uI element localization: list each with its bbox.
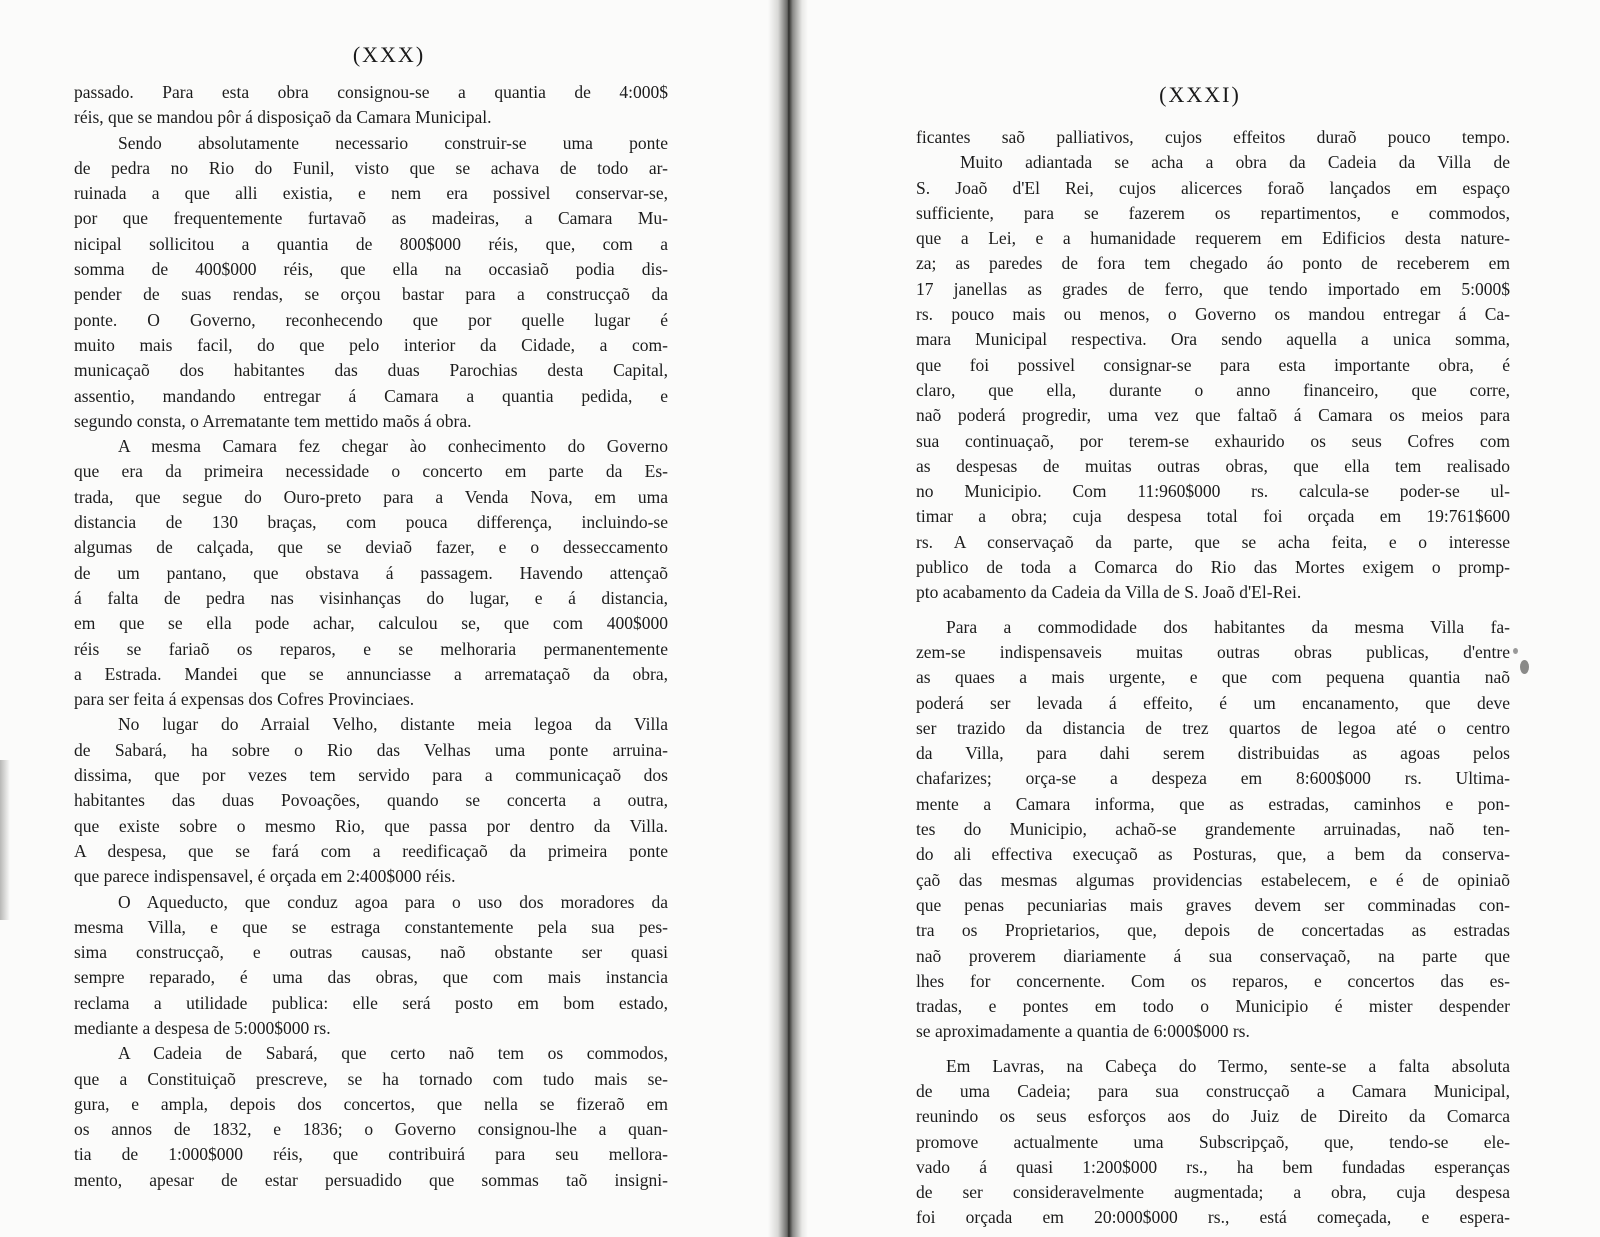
left-page-text bbox=[74, 80, 668, 1193]
text-line: A Cadeia de Sabará, que certo naõ tem os commodos, bbox=[118, 1043, 668, 1064]
text-line: rs. A conservaçaõ da parte, que se acha feita, e o interesse bbox=[916, 531, 1510, 552]
text-line: vado á quasi 1:200$000 rs., ha bem fundadas esperanças bbox=[916, 1156, 1510, 1177]
scan-speck bbox=[1520, 660, 1529, 674]
text-line: do ali effectiva execuçaõ as Posturas, que, a bem da conserva- bbox=[916, 844, 1510, 865]
text-line: sima construcçaõ, e outras causas, naõ obstante ser quasi bbox=[74, 942, 668, 963]
text-line: rs. pouco mais ou menos, o Governo os mandou entregar á Ca- bbox=[916, 304, 1510, 325]
text-line: promove actualmente uma Subscripçaõ, que, tendo-se ele- bbox=[916, 1131, 1510, 1152]
text-line: tia de 1:000$000 réis, que contribuirá para seu mellora- bbox=[74, 1144, 668, 1165]
text-line: reclama a utilidade publica: elle será posto em bom estado, bbox=[74, 992, 668, 1013]
text-line: segundo consta, o Arrematante tem mettido maõs á obra. bbox=[74, 410, 472, 431]
text-line: naõ proverem diariamente á sua conservaçaõ, na parte que bbox=[916, 945, 1510, 966]
text-line: foi orçada em 20:000$000 rs., está começada, e espera- bbox=[916, 1207, 1510, 1228]
page-number-left: (XXX) bbox=[352, 42, 426, 67]
text-line: sufficiente, para se fazerem os repartimentos, e commodos, bbox=[916, 202, 1510, 223]
text-line: que a Lei, e a humanidade requerem em Edificios desta nature- bbox=[916, 228, 1510, 249]
text-line: que foi possivel consignar-se para esta importante obra, é bbox=[916, 354, 1510, 375]
text-line: dissima, que por vezes tem servido para a communicaçaõ dos bbox=[74, 765, 668, 786]
text-line: mesma Villa, e que se estraga constantemente pela sua pes- bbox=[74, 916, 668, 937]
text-line: Em Lavras, na Cabeça do Termo, sente-se a falta absoluta bbox=[946, 1055, 1510, 1076]
text-line: assentio, mandando entregar á Camara a quantia pedida, e bbox=[74, 385, 668, 406]
text-line: as despesas de muitas outras obras, que ella tem realisado bbox=[916, 455, 1510, 476]
text-line: mediante a despesa de 5:000$000 rs. bbox=[74, 1017, 331, 1038]
text-line: que a Constituiçaõ prescreve, se ha tornado com tudo mais se- bbox=[74, 1068, 668, 1089]
text-line: habitantes das duas Povoações, quando se concerta a outra, bbox=[74, 790, 668, 811]
text-line: mento, apesar de estar persuadido que sommas taõ insigni- bbox=[74, 1169, 668, 1190]
text-line: ser trazido da distancia de trez quartos de legoa até o centro bbox=[916, 717, 1510, 738]
text-line: zem-se indispensaveis muitas outras obras publicas, d'entre bbox=[916, 641, 1510, 662]
text-line: poderá ser levada á effeito, é um encanamento, que deve bbox=[916, 692, 1510, 713]
text-line: tes do Municipio, achaõ-se grandemente arruinadas, naõ ten- bbox=[916, 819, 1510, 840]
text-line: No lugar do Arraial Velho, distante meia legoa da Villa bbox=[118, 714, 668, 735]
text-line: O Aqueducto, que conduz agoa para o uso dos moradores da bbox=[118, 891, 668, 912]
text-line: que penas pecuniarias mais graves devem ser comminadas con- bbox=[916, 894, 1510, 915]
text-line: os annos de 1832, e 1836; o Governo consignou-lhe a quan- bbox=[74, 1119, 668, 1140]
text-line: as quaes a mais urgente, e que com pequena quantia naõ bbox=[916, 667, 1510, 688]
text-line: pender de suas rendas, se orçou bastar para a construcçaõ da bbox=[74, 284, 668, 305]
text-line: somma de 400$000 réis, que ella na occasiaõ podia dis- bbox=[74, 259, 668, 280]
text-line: de Sabará, ha sobre o Rio das Velhas uma ponte arruina- bbox=[74, 739, 668, 760]
text-line: sua continuaçaõ, por terem-se exhaurido os seus Cofres com bbox=[916, 430, 1510, 451]
text-line: A despesa, que se fará com a reedificaçaõ da primeira ponte bbox=[74, 840, 668, 861]
text-line: passado. Para esta obra consignou-se a quantia de 4:000$ bbox=[74, 82, 668, 102]
text-line: naõ poderá progredir, uma vez que faltaõ á Camara os meios para bbox=[916, 405, 1510, 426]
text-line: Muito adiantada se acha a obra da Cadeia da Villa de bbox=[960, 152, 1510, 173]
text-line: de uma Cadeia; para sua construcçaõ a Camara Municipal, bbox=[916, 1080, 1510, 1101]
text-line: pto acabamento da Cadeia da Villa de S. Joaõ d'El-Rei. bbox=[916, 582, 1302, 603]
text-line: tradas, e pontes em todo o Municipio é mister despender bbox=[916, 996, 1510, 1017]
text-line: por que frequentemente furtavaõ as madeiras, a Camara Mu- bbox=[74, 208, 668, 229]
text-line: a Estrada. Mandei que se annunciasse a arremataçaõ da obra, bbox=[74, 663, 668, 684]
text-line: para ser feita á expensas dos Cofres Provinciaes. bbox=[74, 689, 415, 710]
text-line: no Municipio. Com 11:960$000 rs. calcula-se poder-se ul- bbox=[916, 481, 1510, 502]
text-line: trada, que segue do Ouro-preto para a Venda Nova, em uma bbox=[74, 486, 668, 507]
text-line: S. Joaõ d'El Rei, cujos alicerces foraõ lançados em espaço bbox=[916, 177, 1510, 198]
text-line: que parece indispensavel, é orçada em 2:400$000 réis. bbox=[74, 866, 456, 887]
text-line: se aproximadamente a quantia de 6:000$000 rs. bbox=[916, 1021, 1250, 1042]
text-line: que era da primeira necessidade o concerto em parte da Es- bbox=[74, 461, 668, 482]
text-line: timar a obra; cuja despesa total foi orçada em 19:761$600 bbox=[916, 506, 1510, 527]
text-line: que existe sobre o mesmo Rio, que passa por dentro da Villa. bbox=[74, 815, 668, 836]
text-line: de um pantano, que obstava á passagem. Havendo attençaõ bbox=[74, 562, 668, 583]
text-line: nicipal sollicitou a quantia de 800$000 réis, que, com a bbox=[74, 233, 668, 254]
text-line: mente a Camara informa, que as estradas, caminhos e pon- bbox=[916, 793, 1510, 814]
text-line: lhes for concernente. Com os reparos, e concertos das es- bbox=[916, 970, 1510, 991]
text-line: á falta de pedra nas visinhanças do lugar, e á distancia, bbox=[74, 587, 668, 608]
text-line: em que se ella pode achar, calculou se, que com 400$000 bbox=[74, 613, 668, 634]
text-line: tra os Proprietarios, que, depois de concertadas as estradas bbox=[916, 920, 1510, 941]
page-number-right: (XXXI) bbox=[1159, 82, 1241, 107]
page-edge-shadow bbox=[0, 760, 10, 920]
text-line: réis se fariaõ os reparos, e se melhoraria permanentemente bbox=[74, 638, 668, 659]
text-line: municaçaõ dos habitantes das duas Parochias desta Capital, bbox=[74, 360, 668, 381]
text-line: ponte. O Governo, reconhecendo que por quelle lugar é bbox=[74, 309, 668, 330]
text-line: de ser consideravelmente augmentada; a obra, cuja despesa bbox=[916, 1182, 1510, 1203]
text-line: Sendo absolutamente necessario construir-se uma ponte bbox=[118, 132, 668, 153]
text-line: gura, e ampla, depois dos concertos, que nella se fizeraõ em bbox=[74, 1093, 668, 1114]
text-line: chafarizes; orça-se a despeza em 8:600$000 rs. Ultima- bbox=[916, 768, 1510, 789]
text-line: de pedra no Rio do Funil, visto que se achava de todo ar- bbox=[74, 157, 668, 178]
book-gutter bbox=[768, 0, 808, 1237]
text-line: mara Municipal respectiva. Ora sendo aquella a unica somma, bbox=[916, 329, 1510, 350]
text-line: çaõ das mesmas algumas providencias estabelecem, e é de opiniaõ bbox=[916, 869, 1510, 890]
text-line: publico de toda a Comarca do Rio das Mortes exigem o promp- bbox=[916, 557, 1510, 578]
text-line: claro, que ella, durante o anno financeiro, que corre, bbox=[916, 379, 1510, 400]
text-line: algumas de calçada, que se deviaõ fazer, e o desseccamento bbox=[74, 537, 668, 558]
text-line: za; as paredes de fora tem chegado áo ponto de receberem em bbox=[916, 253, 1510, 274]
text-line: ruinada a que alli existia, e nem era possivel conservar-se, bbox=[74, 183, 668, 204]
text-line: ficantes saõ palliativos, cujos effeitos duraõ pouco tempo. bbox=[916, 127, 1510, 147]
text-line: sempre reparado, é uma das obras, que com mais instancia bbox=[74, 967, 668, 988]
text-line: réis, que se mandou pôr á disposiçaõ da Camara Municipal. bbox=[74, 107, 492, 128]
text-line: A mesma Camara fez chegar ào conhecimento do Governo bbox=[118, 436, 668, 457]
right-page-text bbox=[916, 125, 1510, 1231]
text-line: da Villa, para dahi serem distribuidas as agoas pelos bbox=[916, 743, 1510, 764]
text-line: Para a commodidade dos habitantes da mesma Villa fa- bbox=[946, 616, 1510, 637]
scan-speck bbox=[1513, 648, 1518, 654]
text-line: 17 janellas as grades de ferro, que tendo importado em 5:000$ bbox=[916, 278, 1510, 299]
text-line: distancia de 130 braças, com pouca differença, incluindo-se bbox=[74, 512, 668, 533]
text-line: muito mais facil, do que pelo interior da Cidade, a com- bbox=[74, 334, 668, 355]
text-line: reunindo os seus esforços aos do Juiz de Direito da Comarca bbox=[916, 1106, 1510, 1127]
